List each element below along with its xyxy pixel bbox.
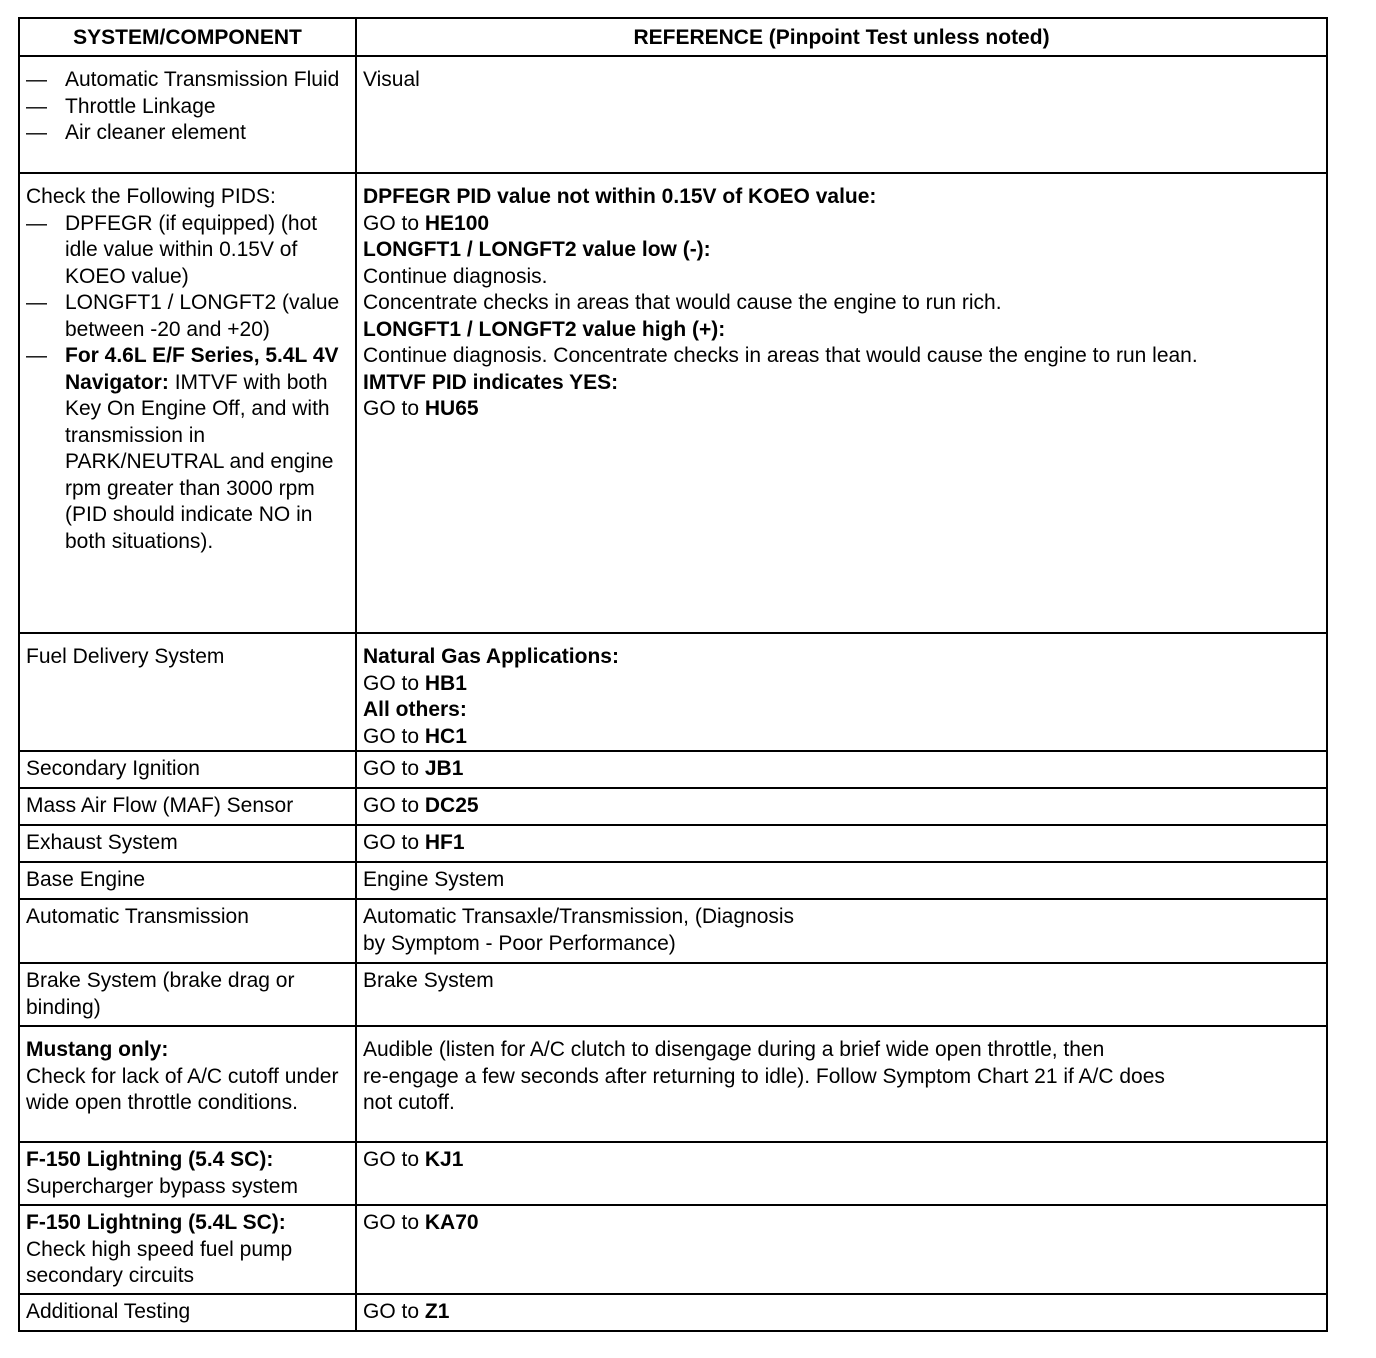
reference-cell: GO to Z1	[356, 1294, 1327, 1331]
reference-cell: Brake System	[356, 963, 1327, 1026]
system-cell: Brake System (brake drag or binding)	[19, 963, 356, 1026]
list-item: — Air cleaner element	[26, 121, 246, 144]
list-item: — LONGFT1 / LONGFT2 (value between -20 and +20)	[26, 291, 340, 341]
list-item: — Automatic Transmission Fluid	[26, 68, 340, 91]
system-cell: Secondary Ignition	[19, 751, 356, 788]
reference-cell: Visual	[356, 56, 1327, 173]
system-cell: Check the Following PIDS: — DPFEGR (if equipped) (hot idle value within 0.15V of KOEO value) — LONGFT1 / LONGFT2 (value between -20 and +20) — For 4.6L E/F Series, 5.4L 4V Navigator: IMTVF with both Key On Engine Off, and with transmission in PARK/NEUTRAL and engine rpm greater than 3000 rpm (PID should indicate NO in both situations).	[19, 173, 356, 633]
table-row	[19, 1142, 1327, 1205]
reference-cell: DPFEGR PID value not within 0.15V of KOEO value: GO to HE100 LONGFT1 / LONGFT2 value low (-): Continue diagnosis. Concentrate checks in areas that would cause the engine to run rich. LONGFT1 / LONGFT2 value high (+): Continue diagnosis. Concentrate checks in areas that would cause the engine to run lean. IMTVF PID indicates YES: GO to HU65	[356, 173, 1327, 633]
system-cell: Fuel Delivery System	[19, 633, 356, 751]
reference-cell: GO to HF1	[356, 825, 1327, 862]
list-item: — DPFEGR (if equipped) (hot idle value within 0.15V of KOEO value)	[26, 211, 318, 288]
header-row	[19, 18, 1327, 56]
system-cell: Exhaust System	[19, 825, 356, 862]
system-cell: Additional Testing	[19, 1294, 356, 1331]
table-row	[19, 1205, 1327, 1294]
reference-cell: GO to DC25	[356, 788, 1327, 825]
table-row	[19, 633, 1327, 751]
reference-cell: GO to KJ1	[356, 1142, 1327, 1205]
reference-cell: Automatic Transaxle/Transmission, (Diagnosis by Symptom - Poor Performance)	[356, 899, 1327, 963]
list-item: — Throttle Linkage	[26, 94, 216, 118]
list-item: — For 4.6L E/F Series, 5.4L 4V Navigator: IMTVF with both Key On Engine Off, and with transmission in PARK/NEUTRAL and engine rpm greater than 3000 rpm (PID should indicate NO in both situations).	[26, 344, 339, 553]
reference-cell: GO to KA70	[356, 1205, 1327, 1294]
table-row	[19, 1294, 1327, 1331]
reference-cell: Audible (listen for A/C clutch to disengage during a brief wide open throttle, then re-engage a few seconds after returning to idle). Follow Symptom Chart 21 if A/C does not cutoff.	[356, 1026, 1327, 1142]
table-row	[19, 825, 1327, 862]
header-reference: REFERENCE (Pinpoint Test unless noted)	[356, 18, 1327, 56]
table-row	[19, 963, 1327, 1026]
system-cell	[19, 56, 356, 173]
header-system: SYSTEM/COMPONENT	[19, 18, 356, 56]
system-cell: Automatic Transmission	[19, 899, 356, 963]
table-row	[19, 173, 1327, 633]
system-cell: F-150 Lightning (5.4L SC): Check high speed fuel pump secondary circuits	[19, 1205, 356, 1294]
system-cell: F-150 Lightning (5.4 SC): Supercharger bypass system	[19, 1142, 356, 1205]
table-row	[19, 56, 1327, 173]
system-cell: Base Engine	[19, 862, 356, 899]
reference-cell: Natural Gas Applications: GO to HB1 All others: GO to HC1	[356, 633, 1327, 751]
table-row	[19, 751, 1327, 788]
table-row	[19, 862, 1327, 899]
table-row	[19, 788, 1327, 825]
system-cell: Mass Air Flow (MAF) Sensor	[19, 788, 356, 825]
table-row	[19, 1026, 1327, 1142]
table-row	[19, 899, 1327, 963]
reference-cell: GO to JB1	[356, 751, 1327, 788]
reference-cell: Engine System	[356, 862, 1327, 899]
system-cell: Mustang only: Check for lack of A/C cutoff under wide open throttle conditions.	[19, 1026, 356, 1142]
diagnosis-table	[18, 17, 1328, 1332]
